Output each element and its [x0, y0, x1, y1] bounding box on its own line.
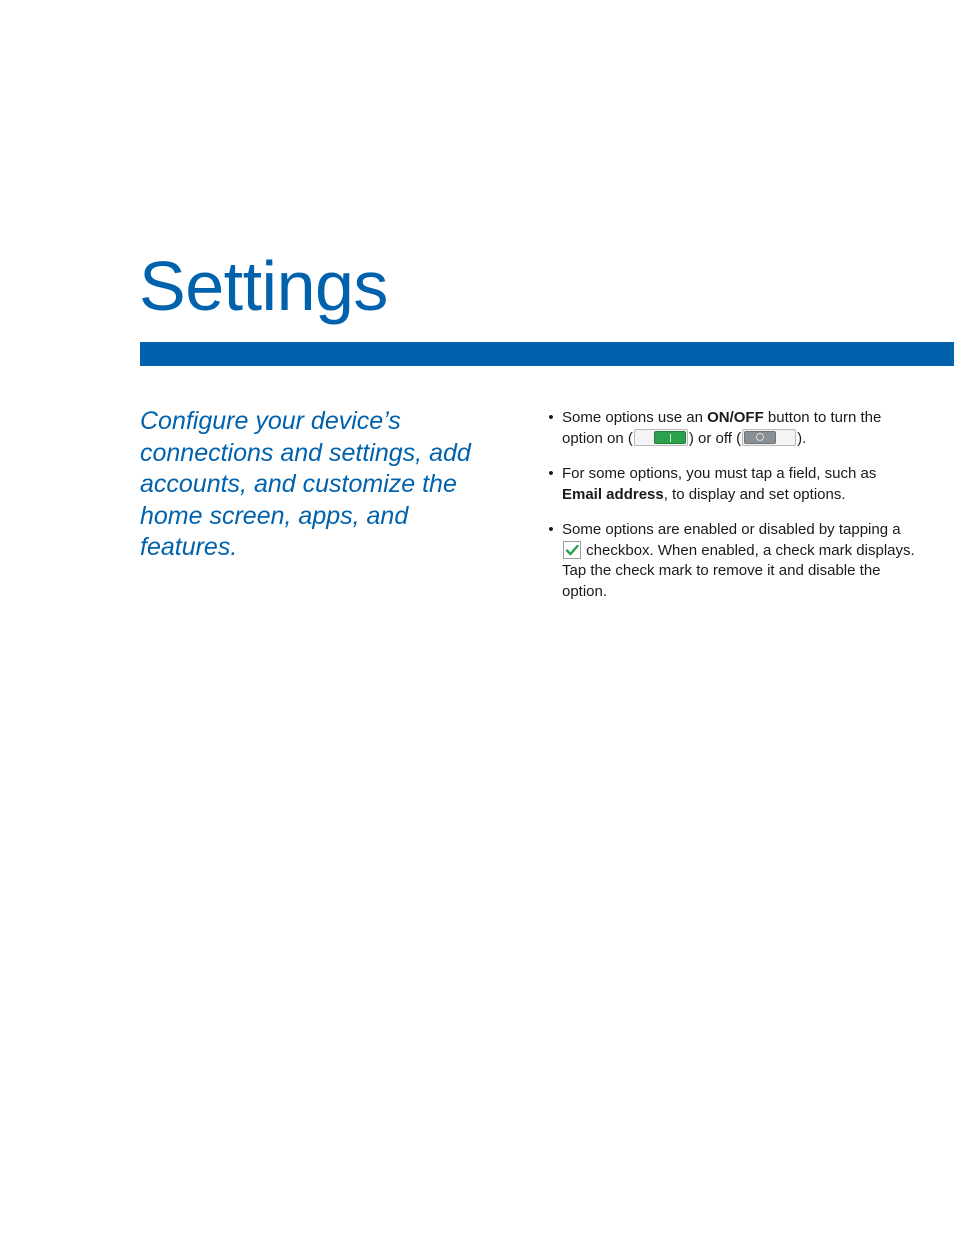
bullet-field-text-1: For some options, you must tap a field, such as: [562, 465, 877, 482]
bullet-field-bold: Email address: [562, 485, 664, 503]
bullet-onoff-bold: ON/OFF: [707, 409, 764, 426]
bullet-onoff-text-1: Some options use an: [562, 409, 708, 426]
bullet-checkbox-text-2: checkbox. When enabled, a check mark displays. Tap the check mark to remove it and disable the option.: [562, 541, 915, 600]
bullet-dot: •: [548, 465, 554, 482]
bullet-text: [562, 465, 876, 503]
toggle-off-knob: [744, 431, 776, 444]
bullet-onoff-text-4: ).: [797, 429, 807, 447]
bullet-field: [545, 464, 915, 505]
bullet-dot: •: [548, 409, 554, 426]
info-bullet-list: [545, 408, 915, 617]
checkbox-checked-icon: [563, 541, 581, 559]
check-mark-icon: [565, 543, 579, 557]
bullet-onoff-text-2: button to turn the option on (: [562, 409, 882, 447]
bullet-onoff-text-3: ) or off (: [688, 429, 742, 447]
bullet-text: [562, 409, 881, 447]
bullet-checkbox-text-1: Some options are enabled or disabled by tapping a: [562, 521, 901, 538]
page-title: Settings: [139, 247, 388, 325]
bullet-onoff: [545, 408, 915, 449]
intro-text: Configure your device’s connections and settings, add accounts, and customize the home screen, apps, and features.: [140, 407, 471, 561]
toggle-on-icon: [634, 429, 688, 446]
bullet-dot: •: [548, 521, 554, 538]
bullet-text: [562, 521, 915, 600]
toggle-on-knob: [654, 431, 686, 444]
bullet-field-text-2: , to display and set options.: [663, 485, 846, 503]
toggle-off-icon: [742, 429, 796, 446]
bullet-checkbox: [545, 520, 915, 602]
title-divider-bar: [140, 342, 954, 366]
